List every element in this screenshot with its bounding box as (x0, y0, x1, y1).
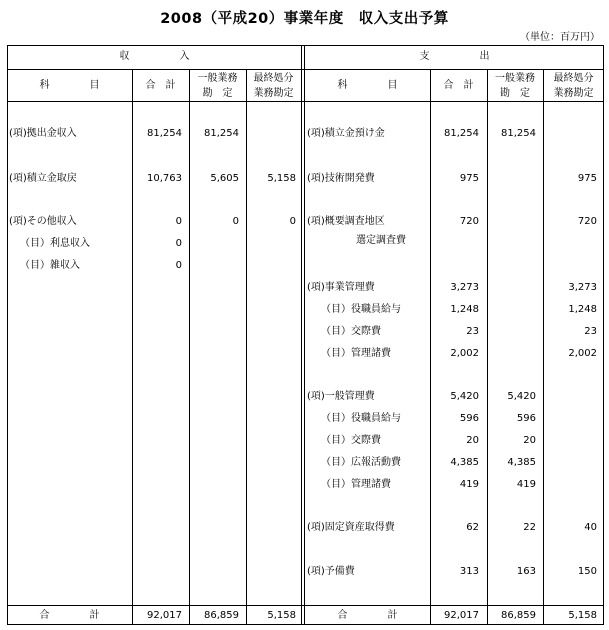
expense-row-label: (項)概要調査地区 (307, 216, 385, 227)
income-row-final: 0 (289, 216, 296, 227)
expense-row-label: (項)技術開発費 (307, 173, 375, 184)
income-row-general: 81,254 (204, 128, 239, 139)
expense-row-total: 596 (459, 413, 479, 424)
row-divider (7, 101, 604, 102)
expense-row-total: 2,002 (450, 348, 479, 359)
expense-row-general: 22 (523, 522, 536, 533)
expense-row-label: (項)事業管理費 (307, 282, 375, 293)
income-row-total: 81,254 (147, 128, 182, 139)
expense-row-label-cont: 選定調査費 (356, 235, 406, 246)
income-final-header: 最終処分 業務勘定 (253, 73, 294, 99)
expense-row-final: 40 (584, 522, 597, 533)
expense-row-label: （目）役職員給与 (321, 413, 401, 424)
expense-row-total: 4,385 (450, 457, 479, 468)
expense-footer-total: 92,017 (444, 610, 479, 621)
expense-row-general: 163 (516, 566, 536, 577)
expense-row-general: 5,420 (507, 391, 536, 402)
expense-row-label: （目）管理諸費 (321, 479, 391, 490)
expense-row-label: （目）管理諸費 (321, 348, 391, 359)
income-section-header: 収 入 (119, 51, 190, 62)
expense-row-general: 596 (516, 413, 536, 424)
expense-footer-general: 86,859 (501, 610, 536, 621)
expense-row-final: 2,002 (568, 348, 597, 359)
income-row-label: （目）雑収入 (20, 260, 80, 271)
expense-row-total: 313 (459, 566, 479, 577)
col-divider (132, 69, 133, 625)
expense-row-label: （目）役職員給与 (321, 304, 401, 315)
col-divider (543, 69, 544, 625)
income-total-header: 合 計 (145, 80, 176, 91)
expense-row-label: （目）広報活動費 (321, 457, 401, 468)
expense-row-total: 62 (466, 522, 479, 533)
page-title: 2008（平成20）事業年度 収入支出予算 (160, 11, 449, 27)
expense-row-general: 20 (523, 435, 536, 446)
expense-row-final: 720 (577, 216, 597, 227)
expense-row-label: (項)固定資産取得費 (307, 522, 395, 533)
income-row-label: (項)その他収入 (9, 216, 77, 227)
expense-item-header: 科 目 (337, 80, 398, 91)
expense-final-header: 最終処分 業務勘定 (553, 73, 594, 99)
expense-row-general: 419 (516, 479, 536, 490)
income-row-label: (項)積立金取戻 (9, 173, 77, 184)
section-divider (301, 45, 305, 625)
expense-row-total: 1,248 (450, 304, 479, 315)
expense-row-final: 975 (577, 173, 597, 184)
income-row-label: (項)拠出金収入 (9, 128, 77, 139)
income-footer-general: 86,859 (204, 610, 239, 621)
expense-row-total: 3,273 (450, 282, 479, 293)
income-row-total: 0 (175, 260, 182, 271)
expense-row-total: 720 (459, 216, 479, 227)
expense-general-header: 一般業務 勘 定 (495, 73, 535, 99)
expense-row-label: (項)積立金預け金 (307, 128, 385, 139)
income-footer-final: 5,158 (267, 610, 296, 621)
expense-footer-final: 5,158 (568, 610, 597, 621)
expense-row-label: （目）交際費 (321, 326, 381, 337)
row-divider (7, 69, 604, 70)
income-row-final: 5,158 (267, 173, 296, 184)
expense-row-total: 419 (459, 479, 479, 490)
col-divider (246, 69, 247, 625)
income-item-header: 科 目 (39, 80, 100, 91)
unit-note: （単位：百万円） (520, 32, 600, 43)
income-row-total: 0 (175, 238, 182, 249)
income-row-general: 5,605 (210, 173, 239, 184)
expense-row-label: （目）交際費 (321, 435, 381, 446)
expense-row-final: 23 (584, 326, 597, 337)
expense-row-total: 20 (466, 435, 479, 446)
expense-row-total: 81,254 (444, 128, 479, 139)
expense-footer-label: 合 計 (337, 610, 398, 621)
expense-row-total: 5,420 (450, 391, 479, 402)
income-row-general: 0 (232, 216, 239, 227)
expense-row-final: 150 (577, 566, 597, 577)
expense-row-label: (項)一般管理費 (307, 391, 375, 402)
income-footer-total: 92,017 (147, 610, 182, 621)
col-divider (189, 69, 190, 625)
expense-section-header: 支 出 (419, 51, 490, 62)
expense-row-general: 4,385 (507, 457, 536, 468)
income-row-label: （目）利息収入 (20, 238, 90, 249)
income-footer-label: 合 計 (39, 610, 100, 621)
expense-row-final: 1,248 (568, 304, 597, 315)
expense-row-final: 3,273 (568, 282, 597, 293)
income-general-header: 一般業務 勘 定 (197, 73, 238, 99)
row-divider (7, 605, 604, 606)
col-divider (487, 69, 488, 625)
income-row-total: 0 (175, 216, 182, 227)
expense-row-total: 23 (466, 326, 479, 337)
expense-row-general: 81,254 (501, 128, 536, 139)
col-divider (430, 69, 431, 625)
expense-row-label: (項)予備費 (307, 566, 355, 577)
expense-row-total: 975 (459, 173, 479, 184)
income-row-total: 10,763 (147, 173, 182, 184)
expense-total-header: 合 計 (443, 80, 474, 91)
